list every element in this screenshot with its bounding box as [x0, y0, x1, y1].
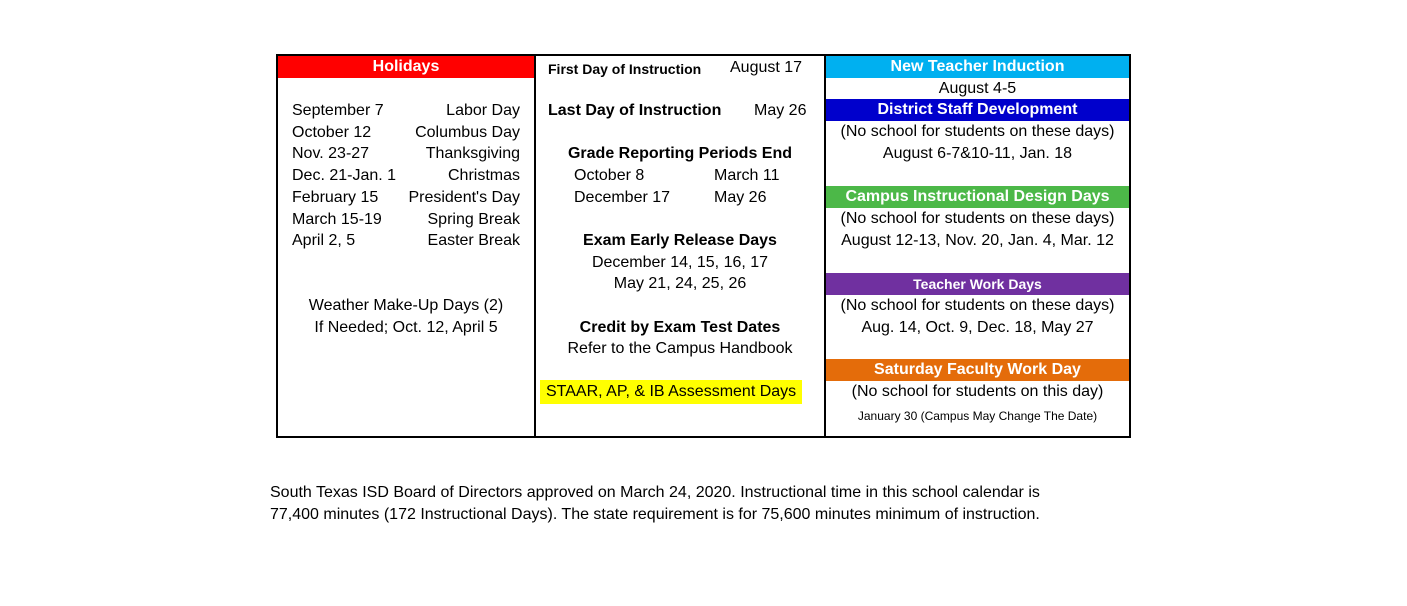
approval-line-2: 77,400 minutes (172 Instructional Days). The state requirement is for 75,600 minutes minimum of instruction.	[270, 506, 1040, 523]
holiday-date: April 2, 5	[292, 232, 356, 250]
staff-column	[826, 56, 1129, 436]
calendar-table	[276, 54, 1131, 438]
holidays-column	[278, 56, 536, 436]
campus-header: Campus Instructional Design Days	[826, 186, 1129, 208]
weather-detail: If Needed; Oct. 12, April 5	[314, 319, 498, 336]
first-day-label: First Day of Instruction	[548, 61, 702, 77]
first-day-date: August 17	[730, 59, 803, 76]
last-day-label: Last Day of Instruction	[548, 102, 722, 119]
holiday-date: October 12	[292, 123, 372, 141]
campus-dates: August 12-13, Nov. 20, Jan. 4, Mar. 12	[841, 232, 1114, 249]
holiday-name: Easter Break	[427, 232, 520, 250]
saturday-dates: January 30 (Campus May Change The Date)	[857, 409, 1098, 423]
grading-date: December 17	[574, 189, 671, 206]
district-dates: August 6-7&10-11, Jan. 18	[882, 145, 1073, 162]
holiday-name: Columbus Day	[415, 123, 520, 141]
holiday-date: Dec. 21-Jan. 1	[292, 167, 397, 185]
credit-exam-title: Credit by Exam Test Dates	[579, 319, 781, 336]
approval-note	[270, 482, 1150, 526]
saturday-note: (No school for students on this day)	[851, 383, 1104, 400]
holiday-name: Thanksgiving	[425, 145, 520, 163]
work-days-header: Teacher Work Days	[826, 273, 1129, 295]
induction-dates: August 4-5	[938, 80, 1017, 97]
early-release-dates: December 14, 15, 16, 17	[591, 254, 769, 271]
credit-exam-detail: Refer to the Campus Handbook	[567, 340, 793, 357]
campus-note: (No school for students on these days)	[840, 210, 1115, 227]
district-header: District Staff Development	[826, 99, 1129, 121]
grading-date: March 11	[714, 167, 780, 184]
approval-line-1: South Texas ISD Board of Directors approved on March 24, 2020. Instructional time in this school calendar is	[270, 484, 1040, 501]
grading-date: May 26	[714, 189, 767, 206]
holiday-date: Nov. 23-27	[292, 145, 370, 163]
work-days-note: (No school for students on these days)	[840, 297, 1115, 314]
early-release-dates: May 21, 24, 25, 26	[613, 275, 747, 292]
holiday-date: March 15-19	[292, 210, 382, 228]
holiday-date: February 15	[292, 188, 379, 206]
staar-assessment-label: STAAR, AP, & IB Assessment Days	[540, 380, 802, 404]
holidays-header: Holidays	[278, 56, 534, 78]
grading-title: Grade Reporting Periods End	[567, 145, 793, 162]
last-day-date: May 26	[754, 102, 807, 119]
induction-header: New Teacher Induction	[826, 56, 1129, 78]
holiday-date: September 7	[292, 102, 384, 119]
weather-title: Weather Make-Up Days (2)	[308, 297, 504, 314]
instruction-column	[536, 56, 826, 436]
saturday-header: Saturday Faculty Work Day	[826, 359, 1129, 381]
early-release-title: Exam Early Release Days	[583, 232, 777, 249]
district-note: (No school for students on these days)	[840, 123, 1115, 140]
holiday-name: Spring Break	[427, 210, 520, 228]
holiday-name: Labor Day	[446, 102, 520, 119]
holiday-name: Christmas	[447, 167, 520, 185]
holiday-name: President's Day	[408, 188, 520, 206]
grading-date: October 8	[574, 167, 645, 184]
work-days-dates: Aug. 14, Oct. 9, Dec. 18, May 27	[861, 319, 1094, 336]
